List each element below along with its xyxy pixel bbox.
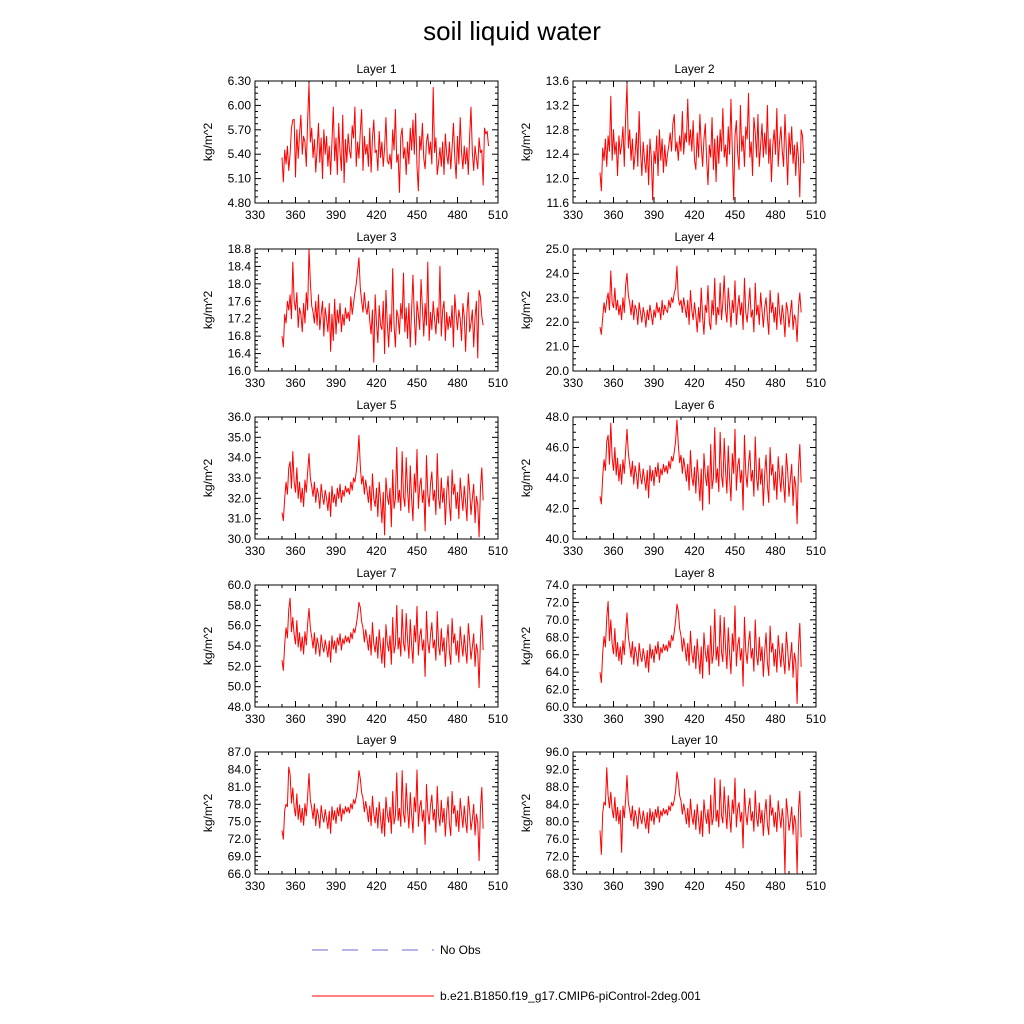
x-tick-label: 510	[487, 544, 509, 558]
series-line-model	[282, 598, 483, 687]
y-tick-label: 30.0	[227, 532, 251, 546]
y-tick-label: 76.0	[545, 832, 569, 847]
legend	[312, 943, 701, 1003]
figure-title: soil liquid water	[423, 16, 601, 46]
x-tick-label: 480	[765, 879, 786, 893]
y-tick-label: 6.00	[227, 98, 251, 113]
y-axis-label: kg/m^2	[201, 122, 215, 162]
x-tick-label: 360	[285, 712, 306, 726]
panel-layer-5	[201, 398, 508, 558]
x-tick-label: 510	[487, 208, 509, 222]
y-tick-label: 16.8	[227, 329, 251, 344]
x-tick-label: 420	[684, 208, 705, 222]
y-tick-label: 17.6	[227, 294, 251, 309]
x-tick-label: 390	[325, 712, 347, 726]
y-tick-label: 31.0	[227, 511, 251, 526]
y-axis-label: kg/m^2	[519, 458, 533, 498]
y-tick-label: 72.0	[227, 832, 251, 847]
y-tick-label: 5.70	[227, 122, 251, 137]
y-axis-label: kg/m^2	[201, 793, 215, 833]
x-tick-label: 480	[765, 712, 786, 726]
y-tick-label: 75.0	[227, 814, 251, 829]
series-line-model	[282, 249, 483, 362]
y-tick-label: 80.0	[545, 814, 569, 829]
series-line-model	[600, 420, 801, 524]
y-tick-label: 5.40	[227, 147, 251, 162]
y-tick-label: 13.6	[545, 74, 569, 88]
legend-model-label: b.e21.B1850.f19_g17.CMIP6-piControl-2deg.001	[440, 989, 701, 1003]
y-tick-label: 6.30	[227, 74, 251, 88]
y-tick-label: 69.0	[227, 849, 251, 864]
y-axis-label: kg/m^2	[519, 626, 533, 666]
y-axis-label: kg/m^2	[201, 626, 215, 666]
x-tick-label: 450	[406, 376, 428, 390]
y-tick-label: 18.4	[227, 259, 251, 274]
y-tick-label: 44.0	[545, 471, 569, 485]
x-tick-label: 450	[406, 544, 428, 558]
x-tick-label: 330	[244, 544, 266, 558]
y-tick-label: 74.0	[545, 578, 569, 592]
y-tick-label: 46.0	[545, 440, 569, 455]
x-tick-label: 330	[244, 208, 266, 222]
y-tick-label: 42.0	[545, 501, 569, 516]
y-tick-label: 78.0	[227, 797, 251, 812]
y-tick-label: 32.0	[227, 491, 251, 506]
y-tick-label: 12.4	[545, 147, 569, 162]
y-axis-label: kg/m^2	[201, 458, 215, 498]
y-tick-label: 58.0	[227, 598, 251, 613]
x-tick-label: 480	[447, 879, 468, 893]
panel-title: Layer 3	[356, 230, 397, 244]
y-axis-label: kg/m^2	[519, 290, 533, 330]
x-tick-label: 360	[285, 208, 306, 222]
x-tick-label: 330	[244, 712, 266, 726]
panel-layer-9	[201, 733, 508, 893]
y-tick-label: 72.0	[545, 595, 569, 610]
x-tick-label: 420	[684, 544, 705, 558]
x-tick-label: 420	[684, 879, 705, 893]
panel-layer-8	[519, 566, 826, 726]
x-tick-label: 480	[765, 376, 786, 390]
panel-layer-3	[201, 230, 508, 390]
x-tick-label: 480	[447, 376, 468, 390]
x-tick-label: 510	[487, 879, 509, 893]
y-axis-label: kg/m^2	[519, 793, 533, 833]
x-tick-label: 330	[562, 376, 584, 390]
x-tick-label: 420	[366, 712, 387, 726]
panel-title: Layer 4	[674, 230, 715, 244]
y-tick-label: 72.0	[545, 849, 569, 864]
x-tick-label: 450	[724, 544, 746, 558]
x-tick-label: 420	[366, 208, 387, 222]
x-tick-label: 330	[562, 208, 584, 222]
panel-title: Layer 10	[671, 733, 718, 747]
y-tick-label: 62.0	[545, 682, 569, 697]
series-line-model	[282, 83, 489, 192]
x-tick-label: 360	[285, 544, 306, 558]
x-tick-label: 330	[244, 879, 266, 893]
x-tick-label: 390	[325, 376, 347, 390]
y-tick-label: 17.2	[227, 311, 251, 326]
x-tick-label: 450	[406, 712, 428, 726]
x-tick-label: 510	[805, 544, 827, 558]
x-tick-label: 420	[684, 376, 705, 390]
y-tick-label: 18.8	[227, 242, 251, 256]
y-tick-label: 92.0	[545, 762, 569, 777]
x-tick-label: 390	[643, 376, 665, 390]
y-tick-label: 54.0	[227, 639, 251, 653]
x-tick-label: 450	[724, 208, 746, 222]
series-line-model	[600, 602, 801, 704]
panel-title: Layer 8	[674, 566, 715, 580]
x-tick-label: 510	[487, 712, 509, 726]
x-tick-label: 390	[325, 879, 347, 893]
y-tick-label: 4.80	[227, 196, 251, 210]
y-tick-label: 96.0	[545, 745, 569, 759]
series-line-model	[282, 767, 483, 861]
y-tick-label: 84.0	[227, 762, 251, 777]
x-tick-label: 330	[562, 879, 584, 893]
series-line-model	[600, 266, 801, 342]
y-tick-label: 22.0	[545, 315, 569, 330]
panel-layer-4	[519, 230, 826, 390]
x-tick-label: 420	[366, 376, 387, 390]
y-tick-label: 48.0	[227, 700, 251, 714]
y-axis-label: kg/m^2	[201, 290, 215, 330]
y-tick-label: 70.0	[545, 612, 569, 627]
x-tick-label: 510	[805, 208, 827, 222]
panel-layer-7	[201, 566, 508, 726]
x-tick-label: 360	[603, 376, 624, 390]
y-tick-label: 66.0	[545, 647, 569, 662]
y-tick-label: 66.0	[227, 867, 251, 881]
y-tick-label: 81.0	[227, 779, 251, 794]
y-tick-label: 25.0	[545, 242, 569, 256]
x-tick-label: 510	[805, 712, 827, 726]
x-tick-label: 330	[244, 376, 266, 390]
series-line-model	[282, 435, 483, 537]
y-tick-label: 84.0	[545, 797, 569, 812]
legend-obs-label: No Obs	[440, 943, 481, 957]
series-line-model	[600, 768, 801, 874]
x-tick-label: 450	[724, 712, 746, 726]
panel-layer-1	[201, 62, 508, 222]
x-tick-label: 360	[603, 879, 624, 893]
x-tick-label: 360	[603, 544, 624, 558]
y-tick-label: 52.0	[227, 659, 251, 674]
y-tick-label: 18.0	[227, 276, 251, 291]
y-tick-label: 21.0	[545, 339, 569, 354]
x-tick-label: 390	[643, 879, 665, 893]
y-tick-label: 16.0	[227, 364, 251, 378]
x-tick-label: 420	[366, 544, 387, 558]
x-tick-label: 360	[285, 879, 306, 893]
y-tick-label: 20.0	[545, 364, 569, 378]
x-tick-label: 420	[684, 712, 705, 726]
x-tick-label: 480	[765, 544, 786, 558]
y-tick-label: 11.6	[546, 196, 569, 210]
x-tick-label: 390	[325, 208, 347, 222]
panel-title: Layer 1	[356, 62, 397, 76]
x-tick-label: 450	[406, 879, 428, 893]
y-tick-label: 88.0	[545, 779, 569, 794]
y-tick-label: 13.2	[545, 98, 569, 113]
x-tick-label: 420	[366, 879, 387, 893]
x-tick-label: 450	[406, 208, 428, 222]
y-tick-label: 12.8	[545, 122, 569, 137]
panel-title: Layer 5	[356, 398, 397, 412]
panel-title: Layer 9	[356, 733, 397, 747]
x-tick-label: 390	[643, 544, 665, 558]
x-tick-label: 450	[724, 879, 746, 893]
panel-title: Layer 2	[674, 62, 715, 76]
y-tick-label: 34.0	[227, 450, 251, 465]
x-tick-label: 330	[562, 544, 584, 558]
x-tick-label: 510	[487, 376, 509, 390]
x-tick-label: 480	[765, 208, 786, 222]
y-tick-label: 12.0	[545, 171, 569, 186]
x-tick-label: 480	[447, 712, 468, 726]
y-tick-label: 60.0	[227, 578, 251, 592]
x-tick-label: 510	[805, 376, 827, 390]
y-tick-label: 36.0	[227, 410, 251, 424]
y-tick-label: 68.0	[545, 867, 569, 881]
panel-layer-6	[519, 398, 826, 558]
panels-group	[201, 62, 826, 893]
panel-title: Layer 7	[356, 566, 397, 580]
y-tick-label: 24.0	[545, 266, 569, 281]
y-axis-label: kg/m^2	[519, 122, 533, 162]
y-tick-label: 87.0	[227, 745, 251, 759]
y-tick-label: 50.0	[227, 679, 251, 694]
x-tick-label: 480	[447, 544, 468, 558]
y-tick-label: 35.0	[227, 430, 251, 445]
x-tick-label: 330	[562, 712, 584, 726]
x-tick-label: 360	[603, 712, 624, 726]
y-tick-label: 5.10	[227, 171, 251, 186]
x-tick-label: 510	[805, 879, 827, 893]
y-tick-label: 40.0	[545, 532, 569, 546]
x-tick-label: 480	[447, 208, 468, 222]
x-tick-label: 450	[724, 376, 746, 390]
x-tick-label: 360	[603, 208, 624, 222]
panel-layer-10	[519, 733, 826, 893]
y-tick-label: 16.4	[227, 346, 251, 361]
x-tick-label: 390	[643, 712, 665, 726]
series-line-model	[600, 84, 804, 200]
x-tick-label: 360	[285, 376, 306, 390]
y-tick-label: 64.0	[545, 665, 569, 680]
y-tick-label: 60.0	[545, 700, 569, 714]
y-tick-label: 56.0	[227, 618, 251, 633]
y-tick-label: 23.0	[545, 290, 569, 305]
y-tick-label: 48.0	[545, 410, 569, 424]
y-tick-label: 68.0	[545, 630, 569, 645]
panel-layer-2	[519, 62, 826, 222]
panel-title: Layer 6	[674, 398, 715, 412]
x-tick-label: 390	[643, 208, 665, 222]
x-tick-label: 390	[325, 544, 347, 558]
y-tick-label: 33.0	[227, 471, 251, 485]
